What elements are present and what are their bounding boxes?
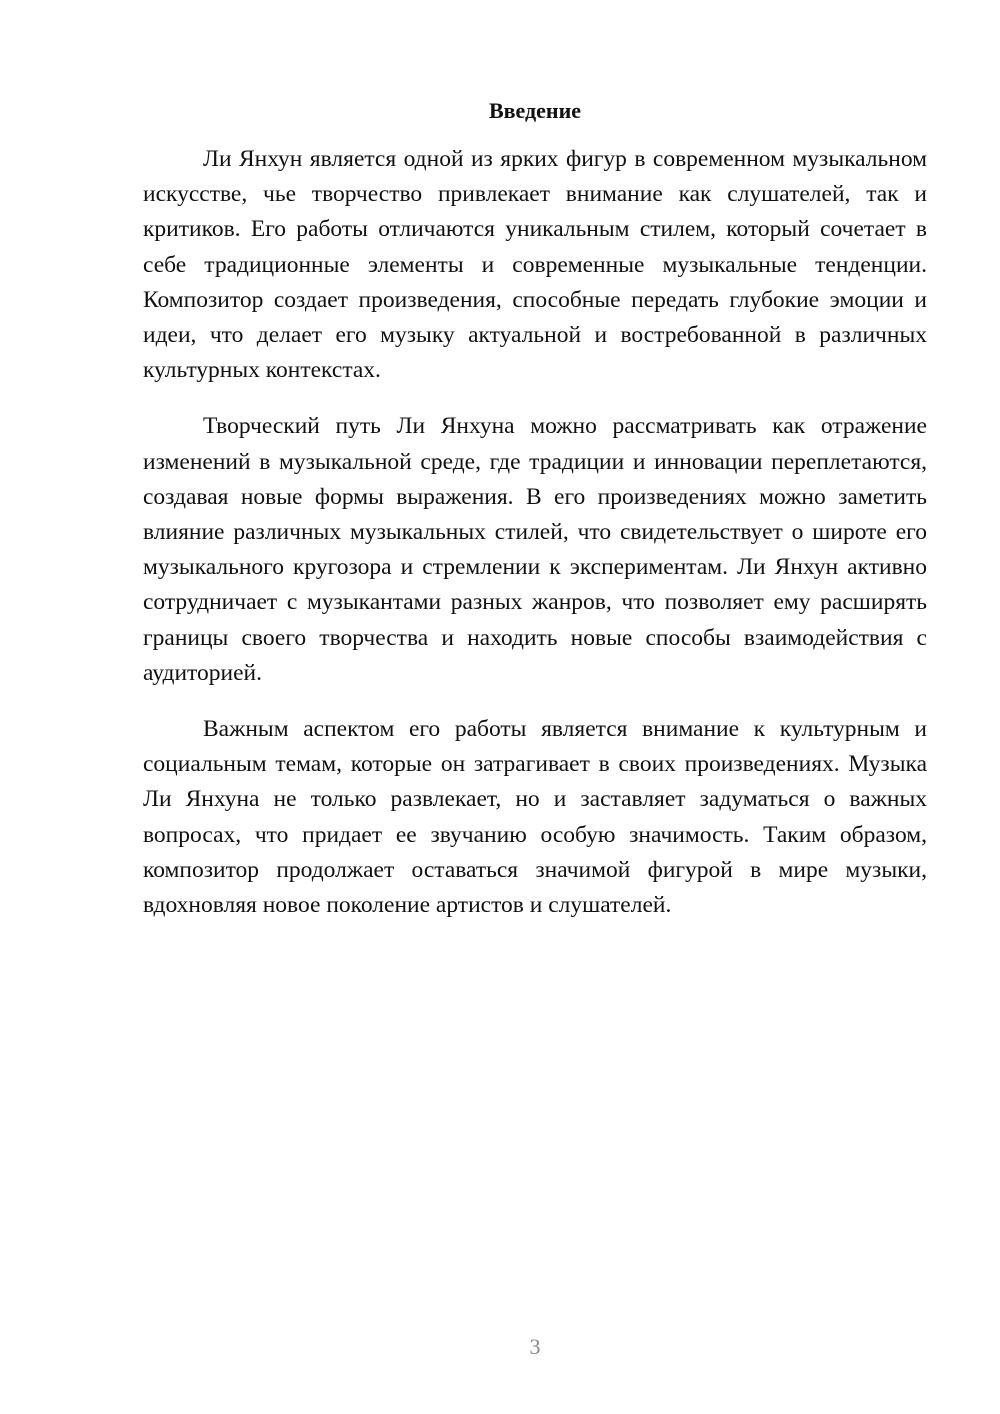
paragraph-2: Творческий путь Ли Янхуна можно рассматривать как отражение изменений в музыкальной среде, где традиции и инновации переплетаются, создавая новые формы выражения. В его произведениях можно заметить влияние различных музыкальных стилей, что свидетельствует о широте его музыкального кругозора и стремлении к экспериментам. Ли Янхун активно сотрудничает с музыкантами разных жанров, что позволяет ему расширять границы своего творчества и находить новые способы взаимодействия с аудиторией. [143, 413, 927, 686]
paragraph-3: Важным аспектом его работы является внимание к культурным и социальным темам, которые он затрагивает в своих произведениях. Музыка Ли Янхуна не только развлекает, но и заставляет задуматься о важных вопросах, что придает ее звучанию особую значимость. Таким образом, композитор продолжает оставаться значимой фигурой в мире музыки, вдохновляя новое поколение артистов и слушателей. [143, 716, 927, 919]
section-heading: Введение [488, 98, 582, 123]
page-number: 3 [529, 1334, 541, 1359]
body-text [143, 142, 927, 944]
paragraph-1: Ли Янхун является одной из ярких фигур в современном музыкальном искусстве, чье творчество привлекает внимание как слушателей, так и критиков. Его работы отличаются уникальным стилем, который сочетает в себе традиционные элементы и современные музыкальные тенденции. Композитор создает произведения, способные передать глубокие эмоции и идеи, что делает его музыку актуальной и востребованной в различных культурных контекстах. [143, 146, 927, 384]
